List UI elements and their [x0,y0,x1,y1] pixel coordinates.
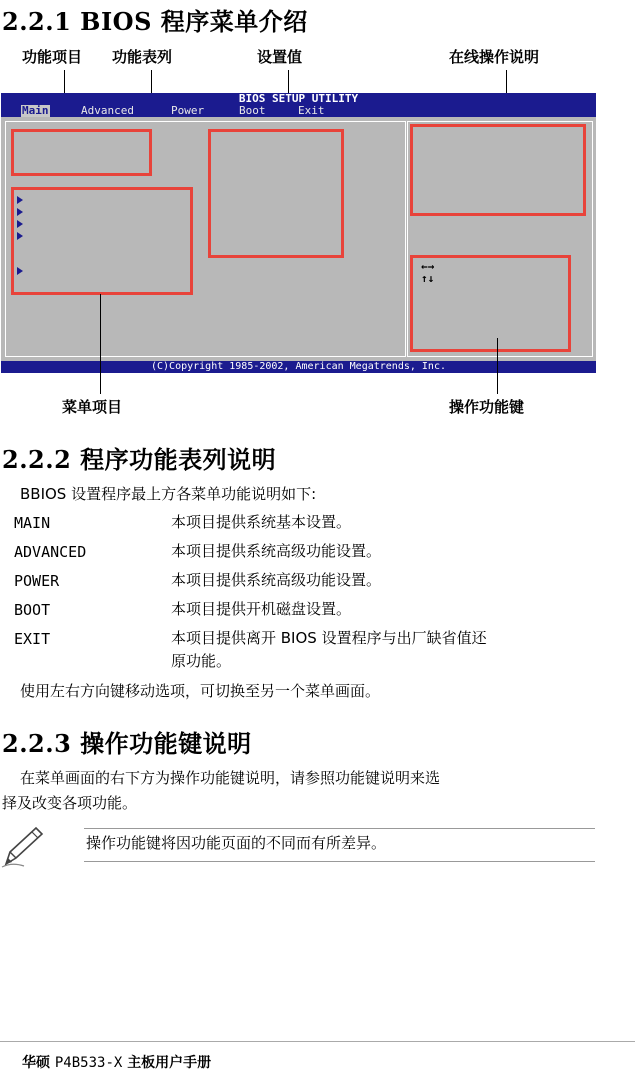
note-text: 操作功能键将因功能页面的不同而有所差异。 [86,834,387,852]
left-right-arrow-icon: ←→ [421,260,435,273]
bios-title: BIOS SETUP UTILITY [238,92,359,105]
callout-setting-value: 设置值 [257,48,303,66]
footer-rule [0,1041,635,1042]
up-down-arrow-icon: ↑↓ [421,272,435,285]
menu-desc-power: 本项目提供系统高级功能设置。 [171,571,382,589]
submenu-arrow-icon [17,196,23,204]
callout-function-item: 功能项目 [22,48,83,66]
tab-advanced[interactable]: Advanced [81,104,134,117]
leader-line-menu-item [100,294,101,394]
note-bottom-rule [84,861,595,862]
submenu-arrow-icon [17,220,23,228]
menu-key-main: MAIN [14,514,51,532]
menu-desc-exit-cont: 原功能。 [171,652,232,670]
callout-online-help: 在线操作说明 [449,48,540,66]
tab-boot[interactable]: Boot [239,104,266,117]
bios-title-bar [1,93,596,117]
submenu-arrow-icon [17,232,23,240]
footer-model: P4B533-X [54,1055,123,1071]
footer-brand: 华硕 [22,1055,50,1071]
menu-desc-main: 本项目提供系统基本设置。 [171,513,352,531]
menu-bar-intro: BBIOS 设置程序最上方各菜单功能说明如下: [20,485,317,503]
menu-desc-advanced: 本项目提供系统高级功能设置。 [171,542,382,560]
menu-desc-exit: 本项目提供离开 BIOS 设置程序与出厂缺省值还 [171,629,487,647]
callout-menu-item: 菜单项目 [62,398,123,416]
footer [22,1052,211,1072]
note-top-rule [84,828,595,829]
function-keys-paragraph-line1: 在菜单画面的右下方为操作功能键说明，请参照功能键说明来选 [20,769,441,787]
menu-desc-boot: 本项目提供开机磁盘设置。 [171,600,352,618]
bios-status-bar [1,361,596,373]
highlight-function-item [11,129,152,176]
highlight-online-help [410,124,586,216]
section-heading-function-keys: 2.2.3 操作功能键说明 [2,729,252,758]
leader-line-function-keys [497,338,498,394]
bios-screen [1,93,596,373]
bios-copyright: (C)Copyright 1985-2002, American Megatrends, Inc. [150,361,446,372]
menu-key-exit: EXIT [14,630,51,648]
tab-main[interactable]: Main [22,104,49,117]
menu-key-advanced: ADVANCED [14,543,87,561]
function-keys-paragraph-line2: 择及改变各项功能。 [2,794,138,812]
tab-exit[interactable]: Exit [298,104,325,117]
section-heading-bios-menu: 2.2.1 BIOS 程序菜单介绍 [2,7,308,36]
tab-power[interactable]: Power [171,104,205,117]
menu-key-boot: BOOT [14,601,51,619]
submenu-arrow-icon [17,208,23,216]
submenu-arrow-icon [17,267,23,275]
menu-key-power: POWER [14,572,60,590]
pencil-icon [0,822,48,870]
highlight-setting-value [208,129,344,258]
footer-title: 主板用户手册 [127,1055,212,1071]
callout-function-keys: 操作功能键 [449,398,525,416]
callout-function-list: 功能表列 [112,48,173,66]
menu-bar-outro: 使用左右方向键移动选项，可切换至另一个菜单画面。 [20,682,381,700]
section-heading-menu-bar: 2.2.2 程序功能表列说明 [2,445,277,474]
highlight-menu-item [11,187,193,295]
